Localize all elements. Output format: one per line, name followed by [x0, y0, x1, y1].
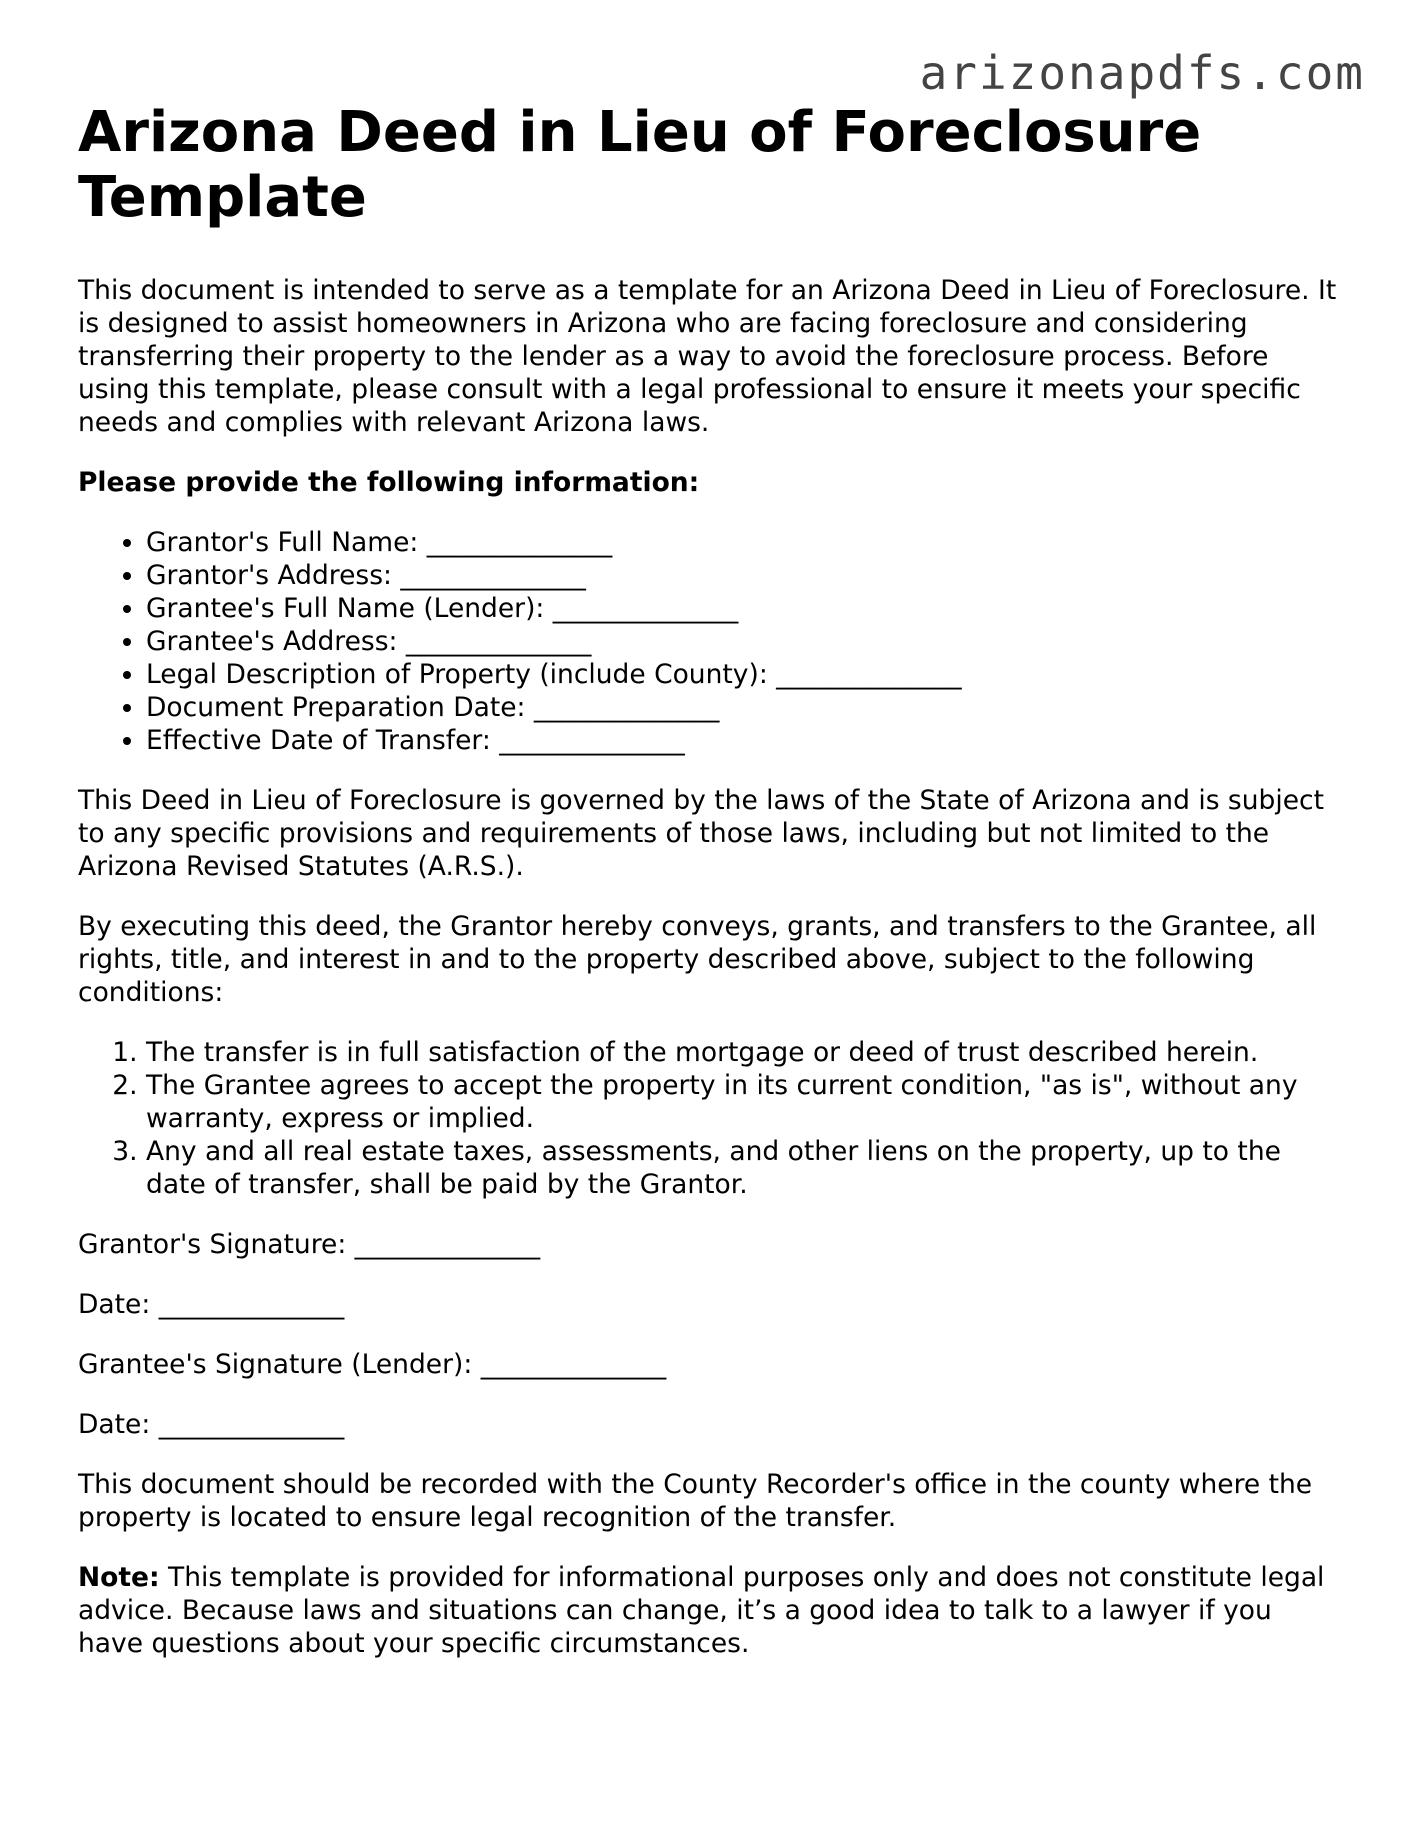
- recording-paragraph: This document should be recorded with the County Recorder's office in the county where the property is located to ensure legal recognition of the transfer.: [78, 1469, 1313, 1533]
- conditions-list: [78, 1036, 1343, 1201]
- condition-item: 1. The transfer is in full satisfaction of the mortgage or deed of trust described herein.: [146, 1036, 1343, 1069]
- condition-item: 2. The Grantee agrees to accept the property in its current condition, "as is", without any warranty, express or implied.: [146, 1069, 1343, 1135]
- intro-paragraph: This document is intended to serve as a template for an Arizona Deed in Lieu of Foreclosure. It is designed to assist homeowners in Arizona who are facing foreclosure and considering transferring their property to the lender as a way to avoid the foreclosure process. Before using this template, please consult with a legal professional to ensure it meets your specific needs and complies with relevant Arizona laws.: [78, 275, 1337, 438]
- field-effective-date: • Effective Date of Transfer: ______________: [146, 724, 1343, 757]
- governing-law-paragraph: This Deed in Lieu of Foreclosure is governed by the laws of the State of Arizona and is subject to any specific provisions and requirements of those laws, including but not limited to the Arizona Revised Statutes (A.R.S.).: [78, 785, 1324, 882]
- grantor-signature-line: Grantor's Signature: ______________: [78, 1229, 541, 1260]
- field-preparation-date: • Document Preparation Date: ______________: [146, 691, 1343, 724]
- field-grantor-name: • Grantor's Full Name: ______________: [146, 526, 1343, 559]
- field-grantor-address: • Grantor's Address: ______________: [146, 559, 1343, 592]
- note-paragraph: [78, 1561, 1343, 1660]
- note-text: This template is provided for informational purposes only and does not constitute legal advice. Because laws and situations can change, it’s a good idea to talk to a lawyer if you have questions about your specific circumstances.: [78, 1562, 1325, 1659]
- field-legal-description: • Legal Description of Property (include County): ______________: [146, 658, 1343, 691]
- site-watermark: arizonapdfs.com: [919, 46, 1365, 100]
- document-title: Arizona Deed in Lieu of Foreclosure Template: [78, 100, 1202, 230]
- note-label: Note:: [78, 1562, 160, 1593]
- grantee-signature-line: Grantee's Signature (Lender): ______________: [78, 1349, 667, 1380]
- grantor-date-line: Date: ______________: [78, 1289, 345, 1320]
- grantee-date-line: Date: ______________: [78, 1409, 345, 1440]
- info-field-list: [78, 526, 1343, 757]
- conveyance-paragraph: By executing this deed, the Grantor hereby conveys, grants, and transfers to the Grantee, all rights, title, and interest in and to the property described above, subject to the following conditions:: [78, 911, 1317, 1008]
- field-grantee-address: • Grantee's Address: ______________: [146, 625, 1343, 658]
- document-page: [78, 100, 1343, 1687]
- info-heading: Please provide the following information:: [78, 467, 700, 498]
- condition-item: 3. Any and all real estate taxes, assessments, and other liens on the property, up to the date of transfer, shall be paid by the Grantor.: [146, 1135, 1343, 1201]
- field-grantee-name: • Grantee's Full Name (Lender): ______________: [146, 592, 1343, 625]
